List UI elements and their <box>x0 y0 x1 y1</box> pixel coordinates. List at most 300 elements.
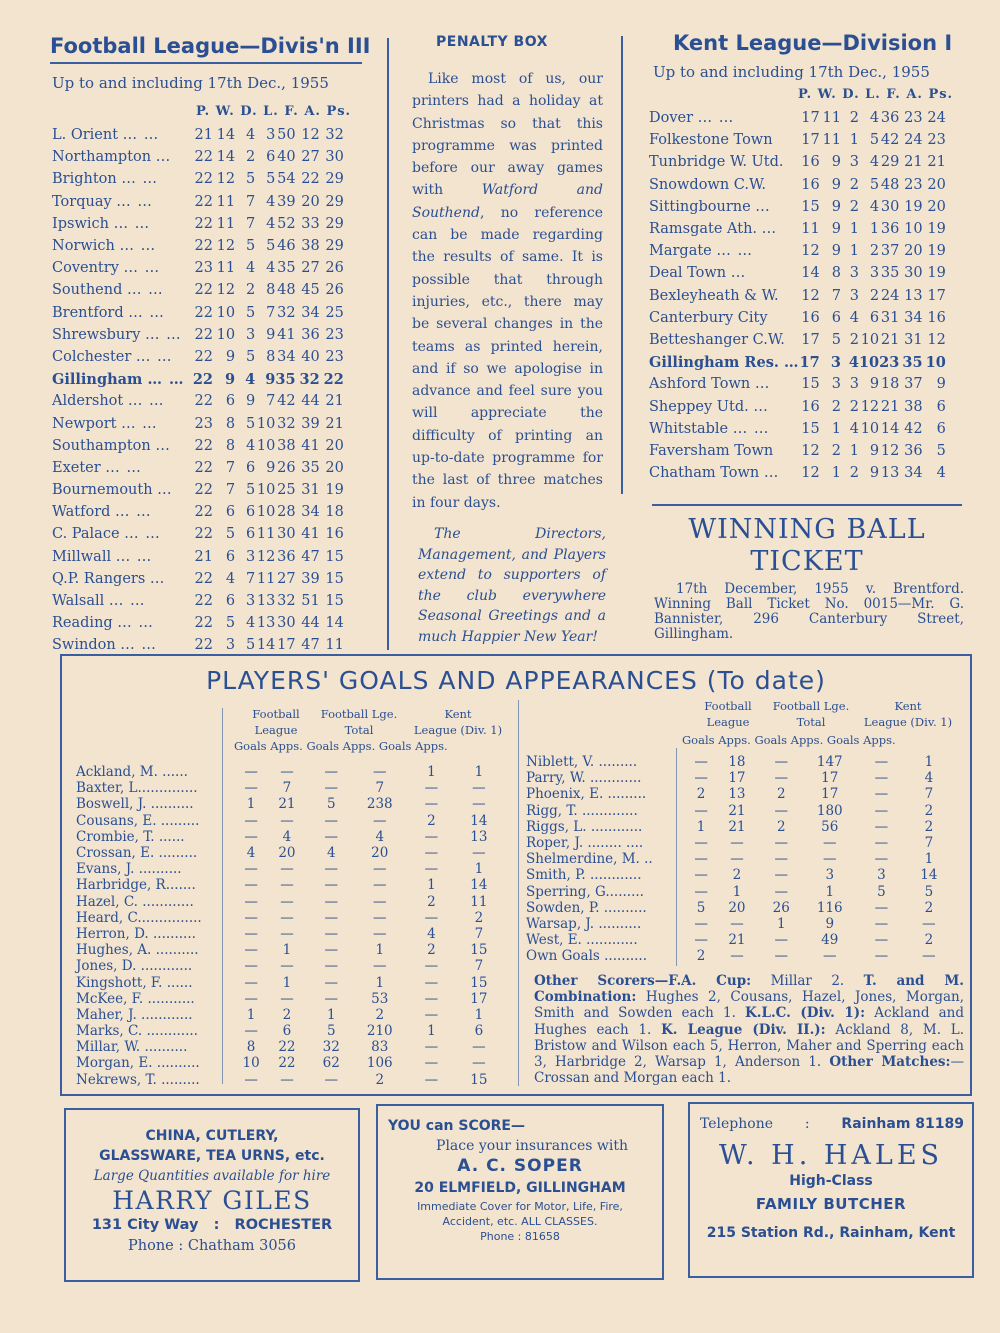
stat-a: 40 <box>301 348 320 365</box>
player-stat: — <box>244 780 258 797</box>
player-stat: 53 <box>371 990 389 1007</box>
player-stat: — <box>874 818 889 835</box>
stat-p: 11 <box>801 221 820 238</box>
stat-p: 16 <box>801 398 820 415</box>
team-name: Ipswich <box>52 215 109 232</box>
kent-league-table <box>649 107 965 484</box>
stat-ps: 9 <box>936 376 946 393</box>
football-league-subtitle: Up to and including 17th Dec., 1955 <box>52 74 329 92</box>
stat-p: 22 <box>194 437 213 454</box>
player-stat: — <box>424 990 439 1007</box>
stat-l: 7 <box>266 304 276 321</box>
stat-f: 48 <box>880 176 900 193</box>
stat-d: 4 <box>245 615 256 632</box>
player-stat: 1 <box>326 1006 336 1023</box>
stat-a: 47 <box>301 548 320 565</box>
stat-d: 2 <box>849 198 859 215</box>
team-cell <box>649 395 799 417</box>
hales-telephone <box>700 1116 964 1132</box>
player-stat: 2 <box>375 1071 385 1088</box>
player-stat: — <box>874 754 889 771</box>
stat-ps: 29 <box>325 215 344 232</box>
player-stat: 1 <box>776 915 786 932</box>
player-row <box>76 861 500 877</box>
team-cell <box>649 151 799 173</box>
stat-a: 34 <box>301 504 320 521</box>
stat-l: 6 <box>869 309 880 326</box>
kent-league-header: P. W. D. L. F. A. Ps. <box>798 87 954 102</box>
stat-p: 15 <box>801 376 820 393</box>
stat-l: 10 <box>860 331 880 348</box>
league-row <box>52 191 370 213</box>
leader-dots: … … <box>115 504 152 521</box>
player-stat: 116 <box>816 899 843 916</box>
team-cell <box>52 346 193 368</box>
leader-dots: … … <box>126 282 164 299</box>
stat-a: 38 <box>301 238 320 255</box>
stat-a: 13 <box>904 287 923 304</box>
player-stat: — <box>373 812 387 829</box>
player-stat: — <box>694 802 708 819</box>
stat-p: 15 <box>801 198 820 215</box>
stat-ps: 26 <box>325 260 344 277</box>
player-stat: — <box>324 764 338 781</box>
player-stat: — <box>694 851 708 868</box>
stat-f: 38 <box>277 437 296 454</box>
stat-w: 6 <box>225 548 236 565</box>
team-cell <box>52 457 193 479</box>
stat-w: 11 <box>822 132 841 149</box>
leader-dots: … … <box>122 127 160 144</box>
stat-l: 4 <box>266 260 276 277</box>
player-stat: 1 <box>375 974 385 991</box>
leader-dots: … … <box>116 193 153 210</box>
team-cell <box>52 191 193 213</box>
stat-w: 5 <box>831 331 841 348</box>
player-stat: — <box>424 780 439 797</box>
stat-a: 51 <box>301 593 320 610</box>
stat-l: 11 <box>256 526 276 543</box>
flt-header-2-right: Total <box>796 715 826 729</box>
stat-d: 4 <box>245 437 256 454</box>
player-stat: — <box>874 948 889 965</box>
stat-l: 4 <box>266 193 276 210</box>
stat-l: 2 <box>869 243 880 260</box>
player-stat: — <box>373 925 387 942</box>
player-stat: — <box>730 835 744 852</box>
stat-p: 22 <box>194 570 213 587</box>
league-row <box>52 390 370 412</box>
player-stat: 13 <box>728 786 746 803</box>
flt-header-1: Football Lge. <box>320 707 398 721</box>
stat-a: 44 <box>301 393 320 410</box>
stat-a: 31 <box>904 331 923 348</box>
team-cell <box>52 612 193 634</box>
team-cell <box>52 501 193 523</box>
kl-header-2-right: League (Div. 1) <box>863 715 953 729</box>
player-stat: 21 <box>278 796 296 813</box>
player-stat: — <box>922 948 936 965</box>
stat-l: 1 <box>869 221 880 238</box>
stat-a: 34 <box>301 304 320 321</box>
scorer-text: —Crossan and Morgan each 1. <box>534 1054 964 1087</box>
stat-w: 8 <box>225 437 236 454</box>
stat-d: 1 <box>849 221 859 238</box>
player-stat: — <box>280 958 294 975</box>
team-cell <box>52 257 193 279</box>
greeting-text: The Directors, Management, and Players extend to supporters of the club everywhere Seasonal Greetings and a much Happier New Year! <box>418 526 606 645</box>
player-stat: — <box>874 802 889 819</box>
player-name: Crombie, T. ...... <box>76 828 185 845</box>
player-row <box>76 974 500 990</box>
scorer-heading: Other Matches: <box>829 1054 951 1071</box>
hales-tel-label: Telephone <box>700 1116 774 1132</box>
player-name: Millar, W. .......... <box>76 1039 188 1056</box>
player-stat: 7 <box>282 780 292 797</box>
league-row <box>52 213 370 235</box>
leader-dots: … … <box>119 238 157 255</box>
player-stat: 7 <box>924 786 934 803</box>
player-stat: — <box>424 909 439 926</box>
team-name: Norwich <box>52 238 115 255</box>
penalty-box-title: PENALTY BOX <box>436 34 548 50</box>
player-stat: 15 <box>470 974 488 991</box>
team-cell <box>52 368 193 390</box>
player-row <box>76 829 500 845</box>
stat-a: 23 <box>904 110 923 127</box>
team-name: Southend <box>52 282 123 299</box>
stat-ps: 21 <box>927 154 946 171</box>
stat-d: 2 <box>849 331 859 348</box>
stat-d: 2 <box>245 282 256 299</box>
stat-p: 21 <box>194 127 213 144</box>
scorer-text: Hughes 2, Cousans, Hazel, Jones, Morgan, Smith and Sowden each 1. <box>534 989 964 1022</box>
player-stat: 56 <box>821 818 839 835</box>
players-left-table <box>76 764 500 1088</box>
player-row <box>526 900 950 916</box>
kent-league-subtitle: Up to and including 17th Dec., 1955 <box>653 63 930 81</box>
player-row <box>76 910 500 926</box>
player-row <box>76 1072 500 1088</box>
team-name: Whitstable <box>649 420 729 437</box>
stat-a: 12 <box>301 127 320 144</box>
player-row <box>526 884 950 900</box>
team-cell <box>649 285 799 307</box>
stat-ps: 18 <box>325 504 344 521</box>
league-row <box>52 302 370 324</box>
stat-w: 5 <box>225 526 236 543</box>
player-stat: 83 <box>371 1039 389 1056</box>
player-stat: 1 <box>732 883 742 900</box>
league-row <box>52 590 370 612</box>
stat-f: 25 <box>277 482 296 499</box>
player-stat: — <box>324 861 338 878</box>
stat-p: 16 <box>801 309 820 326</box>
hales-line3: High-Class <box>789 1173 873 1189</box>
player-stat: — <box>774 835 788 852</box>
stat-f: 21 <box>880 331 900 348</box>
player-row <box>76 813 500 829</box>
stat-w: 9 <box>831 176 841 193</box>
leader-dots: … <box>730 265 747 282</box>
player-stat: — <box>324 893 338 910</box>
stat-p: 22 <box>194 304 213 321</box>
player-stat: — <box>874 851 889 868</box>
player-stat: — <box>774 851 788 868</box>
stat-f: 13 <box>880 465 900 482</box>
league-row <box>649 440 965 462</box>
player-name: Nekrews, T. ......... <box>76 1071 200 1088</box>
leader-dots: … … <box>113 215 151 232</box>
player-stat: — <box>324 828 338 845</box>
player-name: Sowden, P. .......... <box>526 899 647 916</box>
stat-w: 2 <box>831 442 841 459</box>
stat-d: 3 <box>849 154 859 171</box>
leader-dots: … <box>761 221 778 238</box>
leader-dots: … … <box>115 548 153 565</box>
team-name: Reading <box>52 615 113 632</box>
player-row <box>526 770 950 786</box>
player-row <box>76 1023 500 1039</box>
player-stat: 1 <box>696 818 706 835</box>
team-cell <box>52 302 193 324</box>
player-stat: 14 <box>470 877 488 894</box>
stat-p: 22 <box>194 637 213 654</box>
stat-f: 32 <box>277 593 296 610</box>
hales-tel-value: Rainham 81189 <box>841 1116 964 1132</box>
player-stat: 2 <box>924 802 934 819</box>
player-stat: 1 <box>825 883 835 900</box>
stat-p: 22 <box>194 393 213 410</box>
player-stat: — <box>324 1071 338 1088</box>
team-cell <box>52 590 193 612</box>
stat-w: 6 <box>225 593 236 610</box>
team-cell <box>52 235 193 257</box>
soper-line6: Accident, etc. ALL CLASSES. <box>442 1215 598 1228</box>
stat-l: 5 <box>266 171 276 188</box>
league-row <box>52 235 370 257</box>
player-stat: — <box>324 990 338 1007</box>
hales-tel-sep: : <box>804 1116 810 1132</box>
player-stat: — <box>424 796 439 813</box>
player-name: Niblett, V. ......... <box>526 754 638 771</box>
player-stat: 5 <box>326 1023 336 1040</box>
player-name: Crossan, E. ......... <box>76 845 198 862</box>
player-stat: 5 <box>696 899 706 916</box>
team-cell <box>649 462 799 484</box>
team-name: Tunbridge W. Utd. <box>649 154 784 171</box>
stat-a: 23 <box>904 176 923 193</box>
player-stat: — <box>324 974 338 991</box>
stat-ps: 10 <box>925 353 946 371</box>
player-stat: 3 <box>825 867 835 884</box>
stat-p: 12 <box>801 287 820 304</box>
leader-dots: … … <box>128 304 165 321</box>
stat-p: 12 <box>801 465 820 482</box>
kl-header-1: Kent <box>444 707 472 721</box>
player-stat: 20 <box>728 899 746 916</box>
stat-w: 7 <box>831 287 841 304</box>
stat-p: 23 <box>194 415 213 432</box>
soper-line1: YOU can SCORE— <box>388 1118 525 1134</box>
player-row <box>526 786 950 802</box>
stat-w: 11 <box>216 215 236 232</box>
stat-d: 1 <box>849 442 859 459</box>
player-stat: 2 <box>427 942 436 959</box>
player-row <box>526 835 950 851</box>
stat-p: 17 <box>801 331 820 348</box>
stat-f: 14 <box>880 420 900 437</box>
stat-w: 11 <box>216 260 236 277</box>
player-stat: — <box>424 1006 439 1023</box>
leader-dots: … … <box>697 110 735 127</box>
team-name: Shrewsbury <box>52 326 141 343</box>
player-stat: 13 <box>470 828 488 845</box>
team-name: Gillingham Res. <box>649 353 779 371</box>
players-right-table <box>526 754 950 964</box>
player-name: Evans, J. .......... <box>76 861 182 878</box>
stat-d: 2 <box>849 176 859 193</box>
stat-w: 1 <box>831 465 841 482</box>
stat-w: 14 <box>216 127 236 144</box>
player-stat: 8 <box>246 1039 256 1056</box>
player-name: Shelmerdine, M. .. <box>526 851 653 868</box>
player-stat: — <box>874 915 889 932</box>
team-cell <box>649 107 799 129</box>
stat-p: 22 <box>192 370 213 388</box>
player-stat: — <box>373 877 387 894</box>
scorer-heading: T. and M. Combination: <box>534 973 964 1006</box>
stat-ps: 15 <box>325 570 344 587</box>
stat-l: 9 <box>869 465 880 482</box>
stat-ps: 6 <box>936 420 946 437</box>
player-stat: 2 <box>776 786 786 803</box>
player-stat: — <box>922 915 936 932</box>
stat-p: 16 <box>801 154 820 171</box>
stat-l: 6 <box>266 149 276 166</box>
league-row <box>649 196 965 218</box>
team-name: Watford <box>52 504 111 521</box>
team-name: Canterbury City <box>649 309 768 326</box>
stat-d: 4 <box>848 353 859 371</box>
league-row <box>52 435 370 457</box>
winning-ball-body: 17th December, 1955 v. Brentford. Winning Ball Ticket No. 0015—Mr. G. Bannister, 296 Canterbury Street, Gillingham. <box>654 581 964 642</box>
player-stat: 7 <box>924 835 934 852</box>
player-name: Marks, C. ............ <box>76 1023 198 1040</box>
player-stat: — <box>244 861 258 878</box>
stat-l: 3 <box>266 127 276 144</box>
league-row <box>52 546 370 568</box>
player-name: Cousans, E. ......... <box>76 812 200 829</box>
player-stat: 2 <box>776 818 786 835</box>
player-stat: 5 <box>877 883 886 900</box>
stat-l: 10 <box>256 504 276 521</box>
leader-dots: … … <box>135 348 173 365</box>
stat-w: 14 <box>216 149 236 166</box>
leader-dots: … … <box>117 615 154 632</box>
player-stat: — <box>244 877 258 894</box>
player-stat: 1 <box>474 861 484 878</box>
player-row <box>526 803 950 819</box>
stat-f: 50 <box>277 127 296 144</box>
player-stat: 15 <box>470 942 488 959</box>
league-row <box>649 240 965 262</box>
stat-f: 42 <box>880 132 900 149</box>
left-header-fl <box>234 706 318 738</box>
leader-dots: … … <box>716 243 753 260</box>
left-header-flt <box>312 706 406 738</box>
player-stat: — <box>280 925 294 942</box>
player-stat: 2 <box>474 909 484 926</box>
stat-f: 36 <box>880 110 900 127</box>
stat-f: 28 <box>277 504 296 521</box>
player-stat: 4 <box>375 828 385 845</box>
stat-a: 42 <box>904 420 923 437</box>
soper-name: A. C. SOPER <box>457 1156 583 1176</box>
stat-w: 3 <box>225 637 236 654</box>
penalty-box-text-3: , no reference can be made regarding the results of same. It is possible that through injuries, etc., there may be several changes in the teams as printed herein, and if so we apologise in advance and feel sure you will appreciate the difficulty of printing an up-to-date programme for the last of three matches in four days. <box>412 204 603 511</box>
team-cell <box>649 218 799 240</box>
player-stat: — <box>730 948 744 965</box>
league-row <box>649 351 965 373</box>
player-stat: 2 <box>427 893 436 910</box>
player-stat: — <box>730 915 744 932</box>
player-stat: — <box>280 812 294 829</box>
player-stat: — <box>244 1071 258 1088</box>
stat-f: 34 <box>277 348 296 365</box>
penalty-box-text-1: Like most of us, our printers had a holiday at Christmas so that this programme was printed before our away games with <box>412 71 603 199</box>
stat-d: 2 <box>245 149 256 166</box>
player-stat: 2 <box>732 867 742 884</box>
penalty-box-text-2: Watford and Southend <box>412 182 603 221</box>
team-name: C. Palace <box>52 526 120 543</box>
giles-name: HARRY GILES <box>112 1186 312 1215</box>
team-name: Faversham Town <box>649 442 774 459</box>
stat-p: 17 <box>801 110 820 127</box>
player-stat: — <box>694 932 708 949</box>
stat-d: 3 <box>849 265 859 282</box>
stat-l: 3 <box>869 265 880 282</box>
team-name: Swindon <box>52 637 116 654</box>
stat-ps: 17 <box>927 287 946 304</box>
player-stat: 106 <box>366 1055 393 1072</box>
player-name: Kingshott, F. ...... <box>76 974 193 991</box>
stat-ps: 20 <box>325 437 344 454</box>
stat-d: 9 <box>245 393 256 410</box>
stat-p: 22 <box>194 615 213 632</box>
player-stat: 1 <box>427 764 436 781</box>
player-stat: 1 <box>427 877 436 894</box>
leader-dots: … … <box>121 415 158 432</box>
player-name: Morgan, E. .......... <box>76 1055 200 1072</box>
stat-l: 5 <box>266 238 276 255</box>
leader-dots: … … <box>120 637 157 654</box>
player-stat: 20 <box>278 845 296 862</box>
player-name: Maher, J. ............ <box>76 1006 193 1023</box>
stat-w: 4 <box>225 570 236 587</box>
stat-a: 31 <box>301 482 320 499</box>
stat-a: 38 <box>904 398 923 415</box>
player-name: Harbridge, R....... <box>76 877 196 894</box>
league-row <box>52 412 370 434</box>
player-stat: — <box>694 883 708 900</box>
stat-f: 27 <box>277 570 296 587</box>
player-stat: — <box>823 948 837 965</box>
stat-w: 6 <box>225 504 236 521</box>
ad-ac-soper <box>376 1104 664 1280</box>
stat-l: 13 <box>256 593 276 610</box>
section-divider <box>652 504 962 506</box>
